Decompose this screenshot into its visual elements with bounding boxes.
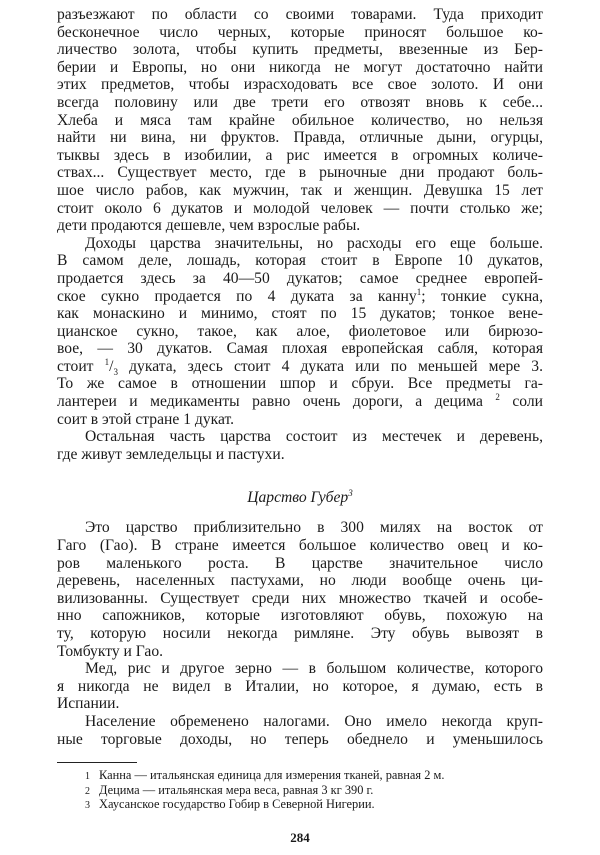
text-line: Томбукту и Гао. — [57, 642, 164, 660]
line-text: ; тонкие сукна, — [421, 287, 543, 305]
footnote-text: Канна — итальянская единица для измерения тканей, равная 2 м. — [99, 768, 445, 783]
paragraph-5 — [57, 660, 543, 713]
footnotes — [57, 769, 543, 813]
footnote-text: Хаусанское государство Гобир в Северной Нигерии. — [99, 797, 375, 812]
text-line: Остальная часть царства состоит из местечек и деревень, — [85, 428, 543, 446]
text-line: я никогда не видел в Италии, но которое, я думаю, есть в — [57, 677, 543, 695]
text-line: бесконечное число черных, которые приносят большое ко- — [57, 23, 543, 41]
text-line: нно сапожников, которые изготовляют обувь, похожую на — [57, 607, 543, 625]
text-line: этих предметов, чтобы израсходовать все свое золото. И они — [57, 76, 543, 94]
text-line: ствах... Существует место, где в рыночные дни продают боль- — [57, 164, 543, 182]
text-line: Доходы царства значительны, но расходы его еще больше. — [85, 234, 543, 252]
text-line: Это царство приблизительно в 300 милях на восток от — [85, 519, 543, 537]
footnote-ref[interactable]: 2 — [495, 392, 500, 403]
text-line: вое, — 30 дукатов. Самая плохая европейская сабля, которая — [57, 340, 543, 358]
text-line: разъезжают по области со своими товарами. Туда приходит — [57, 6, 543, 23]
text-line: соит в этой стране 1 дукат. — [57, 410, 235, 428]
text-line: То же самое в отношении шпор и сбруи. Все предметы га- — [57, 375, 543, 393]
footnote-divider — [57, 762, 137, 763]
text-line: вилизованны. Существует среди них множество ткачей и особе- — [57, 589, 543, 607]
paragraph-6 — [57, 713, 543, 748]
heading-text: Царство Губер — [247, 489, 349, 507]
footnote-number: 3 — [85, 800, 90, 812]
text-line: ров маленького роста. В царстве значительное число — [57, 554, 543, 572]
page-body — [57, 6, 543, 813]
text-line: берии и Европы, но они никогда не могут достаточно найти — [57, 58, 543, 76]
text-line: Хлеба и мяса там крайне обильное количество, но нельзя — [57, 111, 543, 129]
line-text: ское сукно продается по 4 дуката за канну — [57, 287, 417, 305]
text-line: как монаскино и минимо, стоят по 15 дукатов; тонкое вене- — [57, 305, 543, 323]
section-heading — [57, 489, 543, 507]
footnote — [85, 784, 543, 799]
paragraph-3 — [57, 428, 543, 463]
text-line: ные торговые доходы, но теперь обеднело и уменьшилось — [57, 730, 543, 748]
text-line: ту, которую носили некогда римляне. Эту обувь вывозят в — [57, 625, 543, 642]
footnote-number: 1 — [85, 771, 90, 783]
paragraph-2 — [57, 235, 543, 429]
line-text: стоит — [57, 357, 94, 375]
text-line-with-note — [57, 288, 543, 306]
footnote-number: 2 — [85, 785, 90, 797]
fraction-denominator: 3 — [113, 366, 118, 377]
text-line: всегда половину или две трети его отвозят вновь к себе... — [57, 93, 543, 111]
text-line: Население обременено налогами. Оно имело некогда круп- — [85, 712, 543, 730]
footnote-ref[interactable]: 3 — [348, 488, 353, 499]
text-line-with-note — [57, 393, 543, 411]
text-line: продается здесь за 40—50 дукатов; самое среднее европей- — [57, 269, 543, 287]
paragraph-1 — [57, 6, 543, 235]
text-line: где живут земледельцы и пастухи. — [57, 445, 285, 463]
text-line: Гаго (Гао). В стране имеется большое количество овец и ко- — [57, 537, 543, 555]
paragraph-4 — [57, 519, 543, 660]
text-line: личество золота, чтобы купить предметы, ввезенные из Бер- — [57, 41, 543, 59]
footnote-ref[interactable]: 1 — [416, 286, 422, 297]
line-text: лантереи и медикаменты равно очень дороги, а децима — [57, 393, 483, 411]
text-line: дети продаются дешевле, чем взрослые рабы. — [57, 217, 361, 235]
footnote — [85, 769, 543, 784]
text-line: В самом деле, лошадь, которая стоит в Европе 10 дукатов, — [57, 252, 543, 270]
fraction-numerator: 1 — [104, 356, 110, 367]
text-line: Испании. — [57, 695, 120, 713]
footnote-text: Децима — итальянская мера веса, равная 3 кг 390 г. — [99, 782, 374, 797]
line-text: соли — [512, 393, 543, 411]
text-line: деревень, населенных пастухами, но люди вообще очень ци- — [57, 572, 543, 590]
text-line: стоит около 6 дукатов и молодой человек — почти столько же; — [57, 199, 543, 217]
text-line: тыквы здесь в изобилии, а рис имеется в огромных количе- — [57, 146, 543, 164]
text-line: найти ни вина, ни фруктов. Правда, отличные дыни, огурцы, — [57, 129, 543, 147]
page-number: 284 — [290, 830, 310, 845]
line-text: дуката, здесь стоит 4 дуката или по меньшей мере 3. — [129, 357, 543, 375]
text-line: шое число рабов, как мужчин, так и женщин. Девушка 15 лет — [57, 181, 543, 199]
text-line: Мед, рис и другое зерно — в большом количестве, которого — [85, 660, 543, 678]
text-line-with-fraction: стоит $^1/_3$ дуката, здесь стоит 4 дуката или по меньшей мере 3. — [57, 356, 543, 377]
text-line: цианское сукно, такое, как алое, фиолетовое или бирюзо- — [57, 322, 543, 340]
footnote — [85, 798, 543, 813]
